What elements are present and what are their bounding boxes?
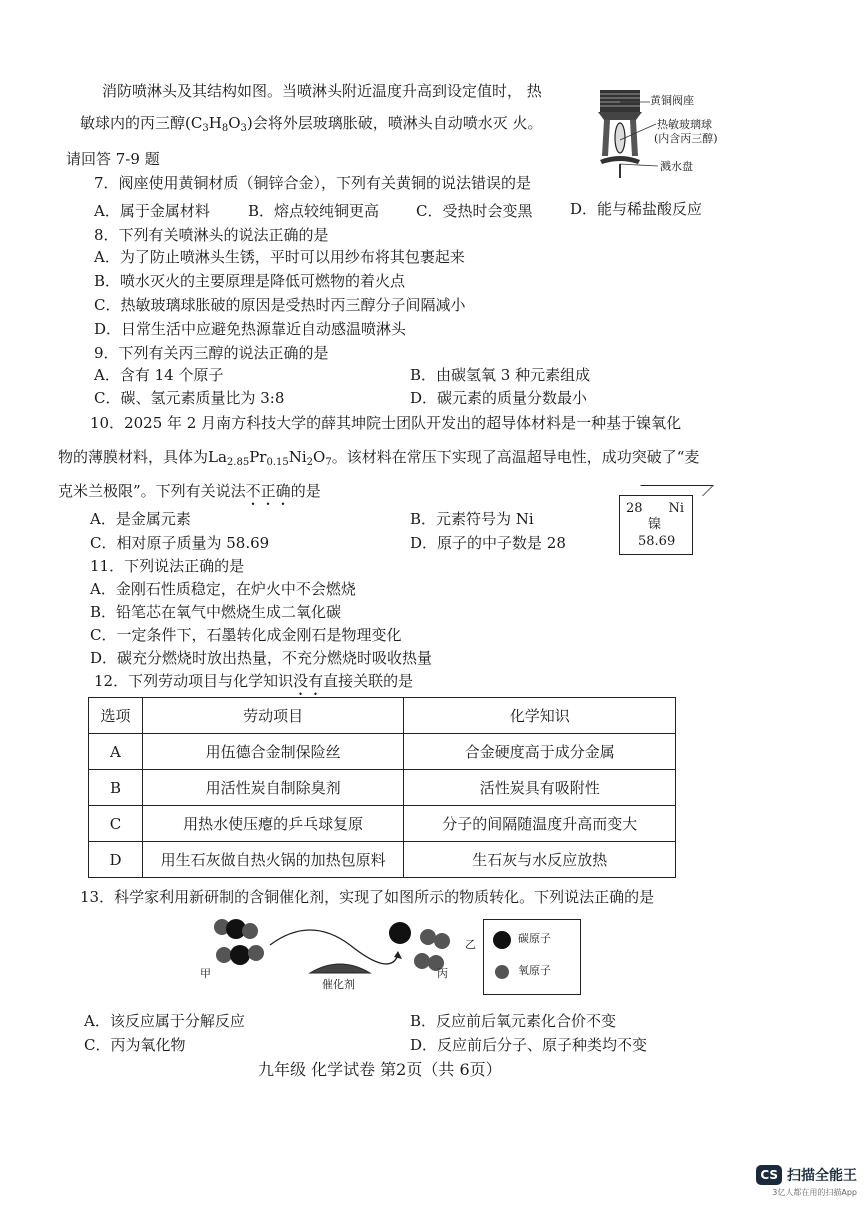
- q10-option-a: A．是金属元素: [90, 510, 191, 528]
- q11-option-a: A．金刚石性质稳定，在炉火中不会燃烧: [90, 580, 356, 598]
- q12-stem: 12．下列劳动项目与化学知识没有直接关联的是: [94, 672, 414, 690]
- q10-line-2: 物的薄膜材料，具体为$La_{2.85}Pr_{0.15}Ni_2O_7$。该材料在常压下实现了高温超导电性，成功突破了“麦: [58, 448, 700, 468]
- table-cell: 用生石灰做自热火锅的加热包原料: [142, 842, 404, 878]
- q11-option-c: C．一定条件下，石墨转化成金刚石是物理变化: [90, 626, 402, 644]
- table-header-cell: 选项: [89, 698, 143, 734]
- scanner-tagline: 3亿人都在用的扫描App: [772, 1188, 857, 1197]
- carbon-atom-swatch: [493, 931, 511, 949]
- label-glass-bulb: 热敏玻璃球: [657, 118, 712, 131]
- q9-option-c: C．碳、氢元素质量比为 3:8: [94, 389, 285, 407]
- element-name: 镍: [648, 517, 662, 532]
- emphasis-none: 没有: [293, 672, 324, 690]
- q11-option-d: D．碳充分燃烧时放出热量，不充分燃烧时吸收热量: [90, 649, 433, 667]
- table-cell: 用热水使压瘪的乒乓球复原: [142, 806, 404, 842]
- table-row: [89, 842, 676, 878]
- q11-stem: 11．下列说法正确的是: [90, 557, 245, 575]
- table-cell: 活性炭具有吸附性: [404, 770, 676, 806]
- q8-option-a: A．为了防止喷淋头生锈，平时可以用纱布将其包裹起来: [94, 248, 465, 266]
- q8-stem: 8．下列有关喷淋头的说法正确的是: [94, 226, 329, 244]
- intro-line-2: 敏球内的丙三醇$(C_3H_8O_3)$会将外层玻璃胀破，喷淋头自动喷水灭 火。: [80, 114, 543, 134]
- table-cell: A: [89, 734, 143, 770]
- emphasis-not-correct: 不正确: [245, 482, 291, 500]
- intro-line-1: 消防喷淋头及其结构如图。当喷淋头附近温度升高到设定值时， 热: [102, 82, 542, 100]
- atomic-number: 28: [626, 501, 643, 516]
- table-cell: C: [89, 806, 143, 842]
- molecule-jia-2: [216, 945, 264, 965]
- intro-line-3: 请回答 7-9 题: [66, 150, 160, 168]
- table-cell: B: [89, 770, 143, 806]
- q7-option-b: B．熔点较纯铜更高: [248, 202, 380, 220]
- label-catalyst: 催化剂: [322, 978, 355, 991]
- q8-option-d: D．日常生活中应避免热源靠近自动感温喷淋头: [94, 320, 407, 338]
- scanner-logo-badge: CS: [756, 1165, 782, 1185]
- page-footer: 九年级 化学试卷 第2页（共 6页）: [258, 1060, 502, 1079]
- q13-option-c: C．丙为氧化物: [84, 1036, 186, 1054]
- label-jia: 甲: [200, 967, 211, 980]
- q13-option-a: A．该反应属于分解反应: [84, 1012, 245, 1030]
- q8-option-b: B．喷水灭火的主要原理是降低可燃物的着火点: [94, 272, 406, 290]
- scanner-watermark: [756, 1165, 857, 1198]
- table-cell: 用伍德合金制保险丝: [142, 734, 404, 770]
- sprinkler-leader-lines: [620, 96, 660, 176]
- scanner-brand-name: 扫描全能王: [787, 1168, 857, 1184]
- atom-legend: [483, 919, 581, 995]
- table-cell: 用活性炭自制除臭剂: [142, 770, 404, 806]
- q10-line-1: 10．2025 年 2 月南方科技大学的薛其坤院士团队开发出的超导体材料是一种基于镍氧化: [90, 414, 682, 432]
- molecule-yi: [389, 922, 411, 944]
- q9-option-a: A．含有 14 个原子: [94, 366, 224, 384]
- table-cell: D: [89, 842, 143, 878]
- table-row: [89, 734, 676, 770]
- table-cell: 分子的间隔随温度升高而变大: [404, 806, 676, 842]
- molecule-jia-1: [214, 919, 258, 939]
- table-row: [89, 806, 676, 842]
- q7-option-d: D．能与稀盐酸反应: [570, 200, 703, 218]
- q12-table: [88, 697, 676, 878]
- q13-option-d: D．反应前后分子、原子种类均不变: [410, 1036, 648, 1054]
- oxygen-atom-swatch: [495, 965, 509, 979]
- atomic-mass: 58.69: [638, 534, 676, 549]
- cell-3d-edge: [630, 485, 714, 496]
- table-cell: 生石灰与水反应放热: [404, 842, 676, 878]
- table-row: [89, 770, 676, 806]
- q7-option-c: C．受热时会变黑: [416, 202, 533, 220]
- q8-option-c: C．热敏玻璃球胀破的原因是受热时丙三醇分子间隔减小: [94, 296, 466, 314]
- q11-option-b: B．铅笔芯在氧气中燃烧生成二氧化碳: [90, 603, 342, 621]
- q9-stem: 9．下列有关丙三醇的说法正确的是: [94, 344, 329, 362]
- q7-option-a: A．属于金属材料: [94, 202, 210, 220]
- label-bulb-note: (内含丙三醇): [654, 132, 718, 145]
- q10-option-b: B．元素符号为 Ni: [410, 510, 534, 528]
- label-splash-plate: 溅水盘: [660, 160, 693, 173]
- q10-option-c: C．相对原子质量为 58.69: [90, 534, 270, 552]
- molecule-bing-1: [420, 929, 450, 949]
- q13-stem: 13．科学家利用新研制的含铜催化剂，实现了如图所示的物质转化。下列说法正确的是: [80, 888, 655, 906]
- table-header-cell: 化学知识: [404, 698, 676, 734]
- table-header-cell: 劳动项目: [142, 698, 404, 734]
- legend-carbon: 碳原子: [518, 932, 551, 945]
- q10-line-3: 克米兰极限”。下列有关说法不正确的是: [58, 482, 321, 500]
- legend-oxygen: 氧原子: [518, 964, 551, 977]
- q9-option-d: D．碳元素的质量分数最小: [410, 389, 588, 407]
- label-bing: 丙: [437, 967, 448, 980]
- q13-option-b: B．反应前后氧元素化合价不变: [410, 1012, 617, 1030]
- q9-option-b: B．由碳氢氧 3 种元素组成: [410, 366, 591, 384]
- table-cell: 合金硬度高于成分金属: [404, 734, 676, 770]
- table-header-row: [89, 698, 676, 734]
- element-symbol: Ni: [668, 501, 684, 516]
- q10-option-d: D．原子的中子数是 28: [410, 534, 566, 552]
- q7-stem: 7．阀座使用黄铜材质（铜锌合金），下列有关黄铜的说法错误的是: [94, 174, 532, 192]
- label-brass-seat: 黄铜阀座: [650, 94, 694, 107]
- periodic-table-cell: [619, 495, 693, 555]
- legend-swatches: [490, 928, 514, 988]
- label-yi: 乙: [465, 938, 476, 951]
